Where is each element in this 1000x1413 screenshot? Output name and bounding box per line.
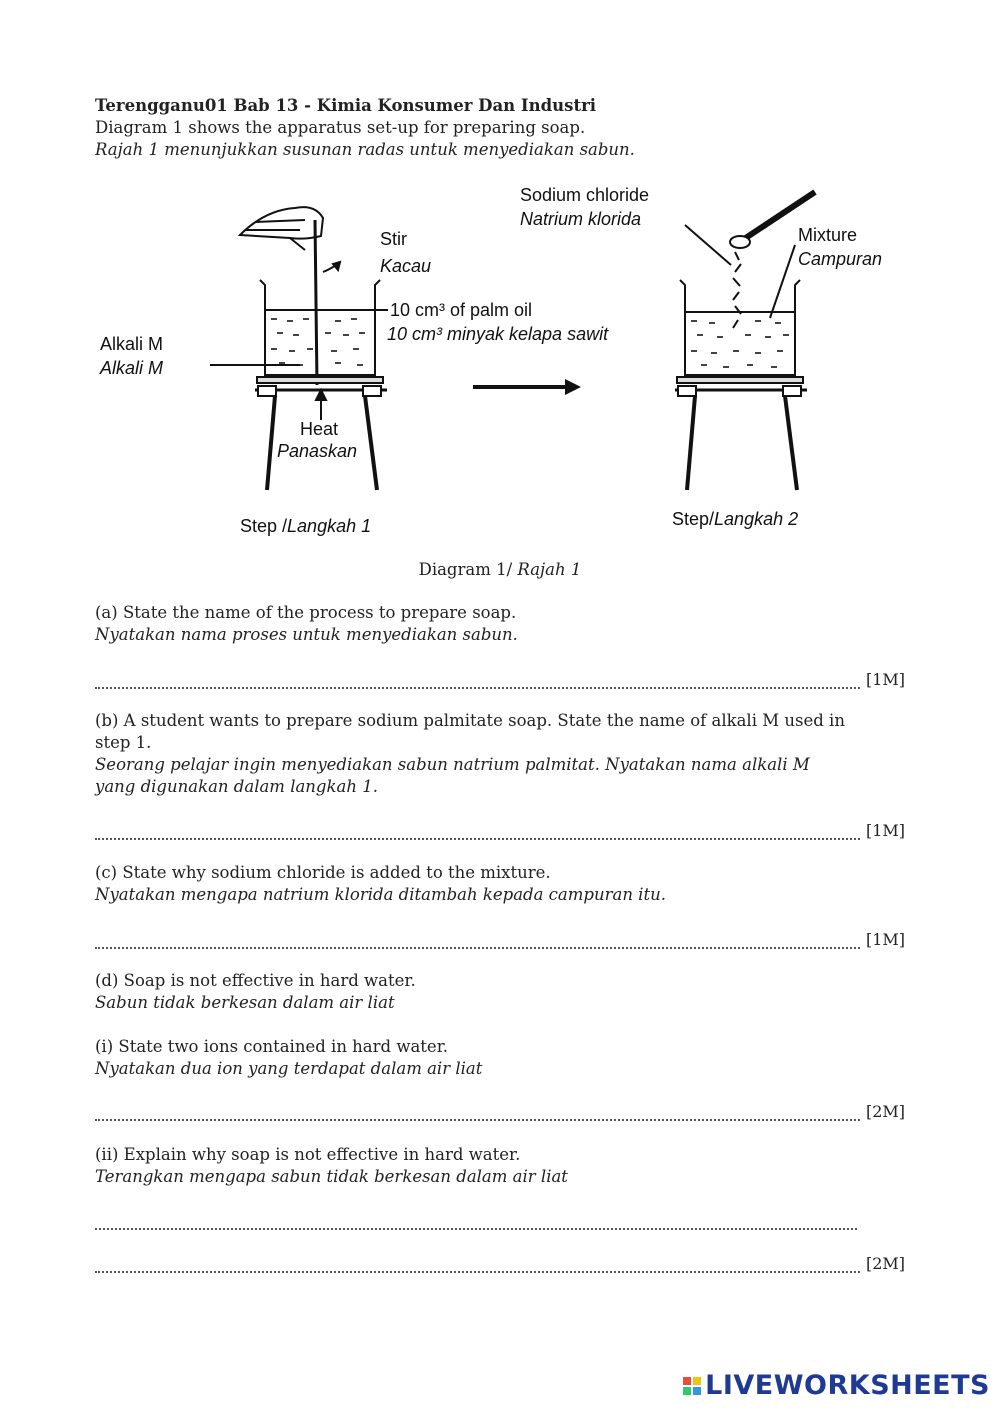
question-b-english-2: step 1. [95,733,152,752]
arrow-head-icon [565,379,581,395]
question-c-english: (c) State why sodium chloride is added to the mixture. [95,863,551,882]
label-step2: Step/Langkah 2 [672,509,799,529]
glass-rod [315,220,317,385]
question-d-i-english: (i) State two ions contained in hard water. [95,1037,449,1056]
answer-b-row [95,818,905,840]
label-sodium-chloride: Sodium chloride [520,185,650,205]
wire-gauze [257,377,383,383]
label-minyak: 10 cm³ minyak kelapa sawit [387,324,609,344]
label-stir: Stir [380,229,407,249]
label-palm-oil: 10 cm³ of palm oil [390,300,533,320]
soap-apparatus-diagram [95,180,925,540]
label-step1: Step /Langkah 1 [240,516,372,536]
tripod-leg [687,396,695,490]
logo-square [683,1377,691,1385]
question-d-ii-english: (ii) Explain why soap is not effective in hard water. [95,1145,521,1164]
logo-square [693,1377,701,1385]
beaker-step2 [680,280,800,375]
answer-c-row [95,927,905,949]
question-a-english: (a) State the name of the process to prepare soap. [95,603,517,622]
answer-a-input[interactable] [95,663,860,689]
answer-d-i-input[interactable] [95,1095,860,1121]
diagram-caption: Diagram 1/ Rajah 1 [418,560,582,579]
label-kacau: Kacau [380,256,432,276]
label-alkali-en: Alkali M [100,334,164,354]
label-campuran: Campuran [798,249,883,269]
mark-d-ii: [2M] [865,1254,905,1273]
answer-d-ii-input-1[interactable] [95,1204,857,1230]
question-a-malay: Nyatakan nama proses untuk menyediakan sabun. [95,625,518,644]
label-heat: Heat [300,419,339,439]
intro-malay: Rajah 1 menunjukkan susunan radas untuk menyediakan sabun. [95,140,635,159]
question-d-english: (d) Soap is not effective in hard water. [95,971,416,990]
logo-square [683,1387,691,1395]
tripod-leg [267,396,275,490]
logo-text: LIVEWORKSHEETS [705,1370,990,1401]
label-mixture: Mixture [798,225,858,245]
answer-d-ii-input-2[interactable] [95,1247,860,1273]
question-b-malay-1: Seorang pelajar ingin menyediakan sabun natrium palmitat. Nyatakan nama alkali M [95,755,810,774]
question-d-i-malay: Nyatakan dua ion yang terdapat dalam air liat [95,1059,483,1078]
mark-b: [1M] [865,821,905,840]
logo-square [693,1387,701,1395]
intro-english: Diagram 1 shows the apparatus set-up for preparing soap. [95,118,586,137]
question-d-ii-malay: Terangkan mengapa sabun tidak berkesan dalam air liat [95,1167,568,1186]
liveworksheets-logo[interactable] [683,1370,990,1401]
question-d-malay: Sabun tidak berkesan dalam air liat [95,993,395,1012]
answer-a-row [95,667,905,689]
question-b-malay-2: yang digunakan dalam langkah 1. [95,777,378,796]
question-c-malay: Nyatakan mengapa natrium klorida ditambah kepada campuran itu. [95,885,666,904]
hand-icon [240,207,323,239]
step2-apparatus [675,192,815,490]
answer-b-input[interactable] [95,814,860,840]
label-alkali-ms: Alkali M [100,358,164,378]
tripod-leg [785,396,797,490]
answer-d-ii-row-1 [95,1208,857,1230]
mark-d-i: [2M] [865,1102,905,1121]
answer-d-ii-row-2 [95,1251,905,1273]
logo-grid-icon [683,1377,701,1395]
wire-gauze [677,377,803,383]
answer-c-input[interactable] [95,923,860,949]
mark-a: [1M] [865,670,905,689]
beaker-step1 [260,280,380,375]
question-b-english-1: (b) A student wants to prepare sodium palmitate soap. State the name of alkali M used in [95,711,845,730]
label-panaskan: Panaskan [277,441,358,461]
answer-d-i-row [95,1099,905,1121]
label-natrium-klorida: Natrium klorida [520,209,642,229]
mark-c: [1M] [865,930,905,949]
worksheet-title: Terengganu01 Bab 13 - Kimia Konsumer Dan Industri [95,96,597,115]
tripod-leg [365,396,377,490]
